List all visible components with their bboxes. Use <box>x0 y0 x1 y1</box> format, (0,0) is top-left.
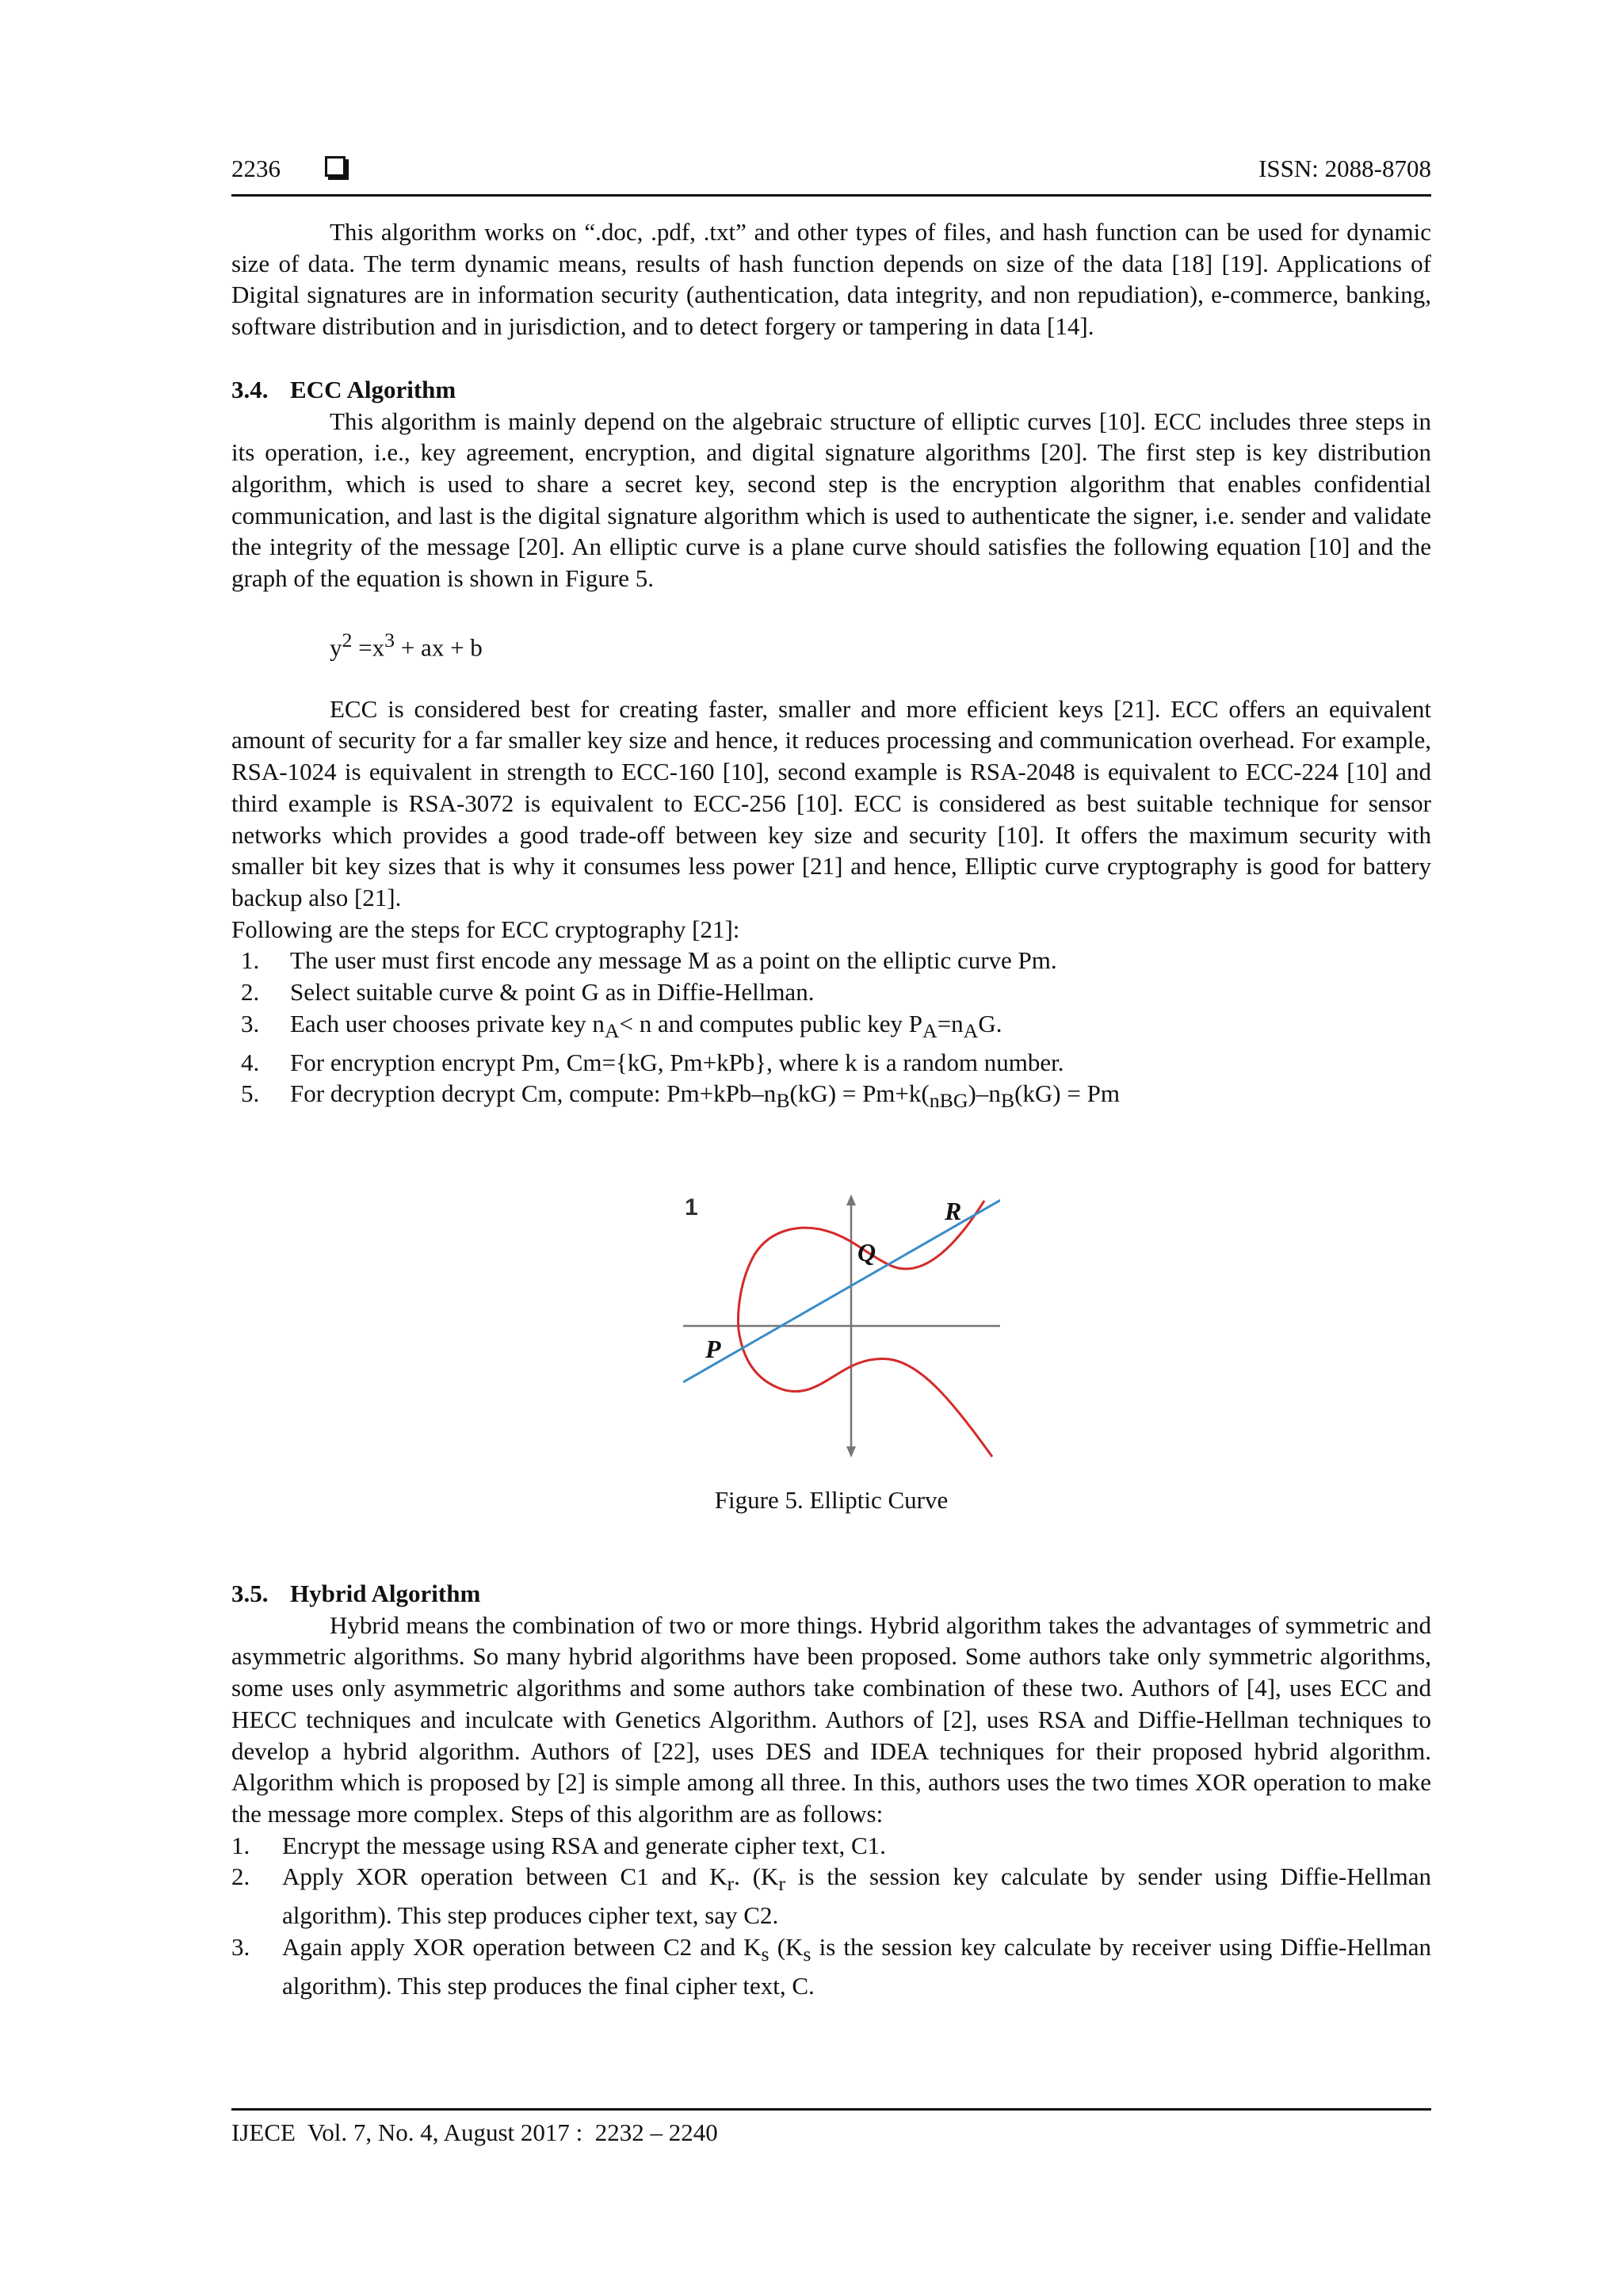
elliptic-curve-graph <box>683 1191 1000 1461</box>
point-p-label: P <box>705 1335 721 1364</box>
point-q-label: Q <box>857 1238 876 1267</box>
list-item: 2. Apply XOR operation between C1 and $K_r$. ($K_r$ is the session key calculate by sender using Diffie-Hellman algorithm). This step produces cipher text, say C2. <box>231 1862 1431 1930</box>
list-item: 4. For encryption encrypt Pm, Cm={kG, Pm+kPb}, where k is a random number. <box>241 1048 1064 1076</box>
hybrid-steps-list <box>231 1830 1431 2002</box>
list-item: 3. Again apply XOR operation between C2 and $K_s$ ($K_s$ is the session key calculate by receiver using Diffie-Hellman algorithm). This step produces the final cipher text, C. <box>231 1932 1431 2000</box>
point-r-label: R <box>945 1197 962 1226</box>
issn: ISSN: 2088-8708 <box>1258 155 1431 182</box>
y-axis-arrow <box>846 1194 856 1205</box>
y-axis-arrow-down <box>846 1446 856 1457</box>
section-heading-ecc <box>231 374 1431 406</box>
page-number: 2236 <box>231 155 281 182</box>
ecc-paragraph-1: This algorithm is mainly depend on the algebraic structure of elliptic curves [10]. ECC includes three steps in its operation, i.e., key agreement, encryption, and digital signature algorithms [20]. The first step is key distribution algorithm, which is used to share a secret key, second step is the encryption algorithm that enables confidential communication, and last is the digital signature algorithm which is used to authenticate the signer, i.e. sender and validate the integrity of the message [20]. An elliptic curve is a plane curve should satisfies the following equation [10] and the graph of the equation is shown in Figure 5. <box>231 407 1431 593</box>
hybrid-paragraph: Hybrid means the combination of two or more things. Hybrid algorithm takes the advantages of symmetric and asymmetric algorithms. So many hybrid algorithms have been proposed. Some authors take only symmetric algorithms, some uses only asymmetric algorithms and some authors take combination of these two. Authors of [4], uses ECC and HECC techniques and inculcate with Genetics Algorithm. Authors of [2], uses RSA and Diffie-Hellman techniques to develop a hybrid algorithm. Authors of [22], uses DES and IDEA techniques for their proposed hybrid algorithm. Algorithm which is proposed by [2] is simple among all three. In this, authors uses the two times XOR operation to make the message more complex. Steps of this algorithm are as follows: <box>231 1610 1431 1828</box>
curve-lower-branch <box>739 1330 992 1457</box>
section-heading-hybrid <box>231 1578 1431 1610</box>
list-item: 5. For decryption decrypt Cm, compute: $Pm+kPb-n_B(kG) = Pm+k(_{nBG})-n_B(kG) = Pm$ <box>241 1079 1120 1113</box>
figure-caption: Figure 5. Elliptic Curve <box>714 1486 949 1515</box>
elliptic-curve-equation: $y^2 =x^3$ + ax + b <box>330 628 483 662</box>
page-header <box>231 155 1431 197</box>
page-footer <box>231 2108 1431 2147</box>
list-item: 1. Encrypt the message using RSA and generate cipher text, C1. <box>231 1831 886 1859</box>
list-item: 2. Select suitable curve & point G as in Diffie-Hellman. <box>241 978 815 1007</box>
section-title: Hybrid Algorithm <box>290 1579 481 1607</box>
ecc-steps-list <box>231 945 1431 1117</box>
section-number: 3.5. <box>231 1579 269 1607</box>
section-number: 3.4. <box>231 375 269 403</box>
page-body <box>231 216 1431 2002</box>
footer-citation: IJECE Vol. 7, No. 4, August 2017 : 2232 – 2240 <box>231 2118 718 2146</box>
intro-paragraph: This algorithm works on “.doc, .pdf, .txt” and other types of files, and hash function can be used for dynamic size of data. The term dynamic means, results of hash function depends on size of the data [18] [19]. Applications of Digital signatures are in information security (authentication, data integrity, and non repudiation), e-commerce, banking, software distribution and in jurisdiction, and to detect forgery or tampering in data [14]. <box>231 218 1431 341</box>
list-item: 1. The user must first encode any message M as a point on the elliptic curve Pm. <box>241 946 1057 975</box>
list-item: 3. Each user chooses private key $n_A< n$ and computes public key $P_A=n_AG$. <box>241 1009 1002 1042</box>
ecc-steps-intro: Following are the steps for ECC cryptography [21]: <box>231 915 740 943</box>
ecc-paragraph-2: ECC is considered best for creating faster, smaller and more efficient keys [21]. ECC offers an equivalent amount of security for a far smaller key size and hence, it reduces processing and communication overhead. For example, RSA-1024 is equivalent in strength to ECC-160 [10], second example is RSA-2048 is equivalent to ECC-224 [10] and third example is RSA-3072 is equivalent to ECC-256 [10]. ECC is considered as best suitable technique for sensor networks which provides a good trade-off between key size and security [10]. It offers the maximum security with smaller bit key sizes that is why it consumes less power [21] and hence, Elliptic curve cryptography is good for battery backup also [21]. <box>231 694 1431 911</box>
square-bullet-icon <box>325 156 346 177</box>
figure-elliptic-curve <box>231 1191 1431 1461</box>
section-title: ECC Algorithm <box>290 375 456 403</box>
axis-label-1: 1 <box>685 1194 698 1221</box>
